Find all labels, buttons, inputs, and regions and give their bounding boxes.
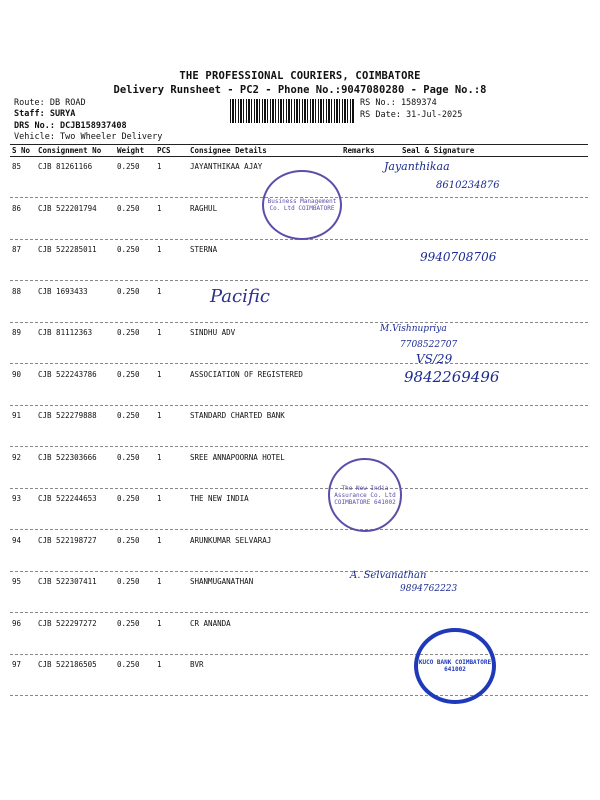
cell-weight: 0.250: [117, 286, 140, 296]
table-row: [10, 572, 588, 613]
cell-sno: 90: [12, 369, 22, 379]
cell-pcs: 1: [157, 452, 162, 462]
cell-pcs: 1: [157, 411, 162, 420]
cell-cno: CJB 522307411: [38, 577, 97, 586]
cell-weight: 0.250: [117, 660, 140, 669]
cell-cno: CJB 522243786: [38, 369, 97, 379]
table-row: [10, 365, 588, 406]
cell-cno: CJB 522198727: [38, 535, 97, 545]
cell-pcs: 1: [157, 369, 162, 379]
cell-consignee: THE NEW INDIA: [190, 494, 249, 503]
cell-cno: CJB 522201794: [38, 203, 97, 213]
cell-cno: CJB 522244653: [38, 494, 97, 503]
cell-consignee: SHANMUGANATHAN: [190, 577, 254, 586]
cell-weight: 0.250: [117, 162, 140, 171]
cell-weight: 0.250: [117, 618, 140, 628]
cell-sno: 89: [12, 328, 22, 337]
rs-number: RS No.: 1589374: [360, 98, 437, 108]
cell-sno: 86: [12, 203, 22, 213]
signature-88: Pacific: [210, 286, 270, 307]
cell-weight: 0.250: [117, 577, 140, 586]
table-row: [10, 323, 588, 364]
table-row: [10, 240, 588, 281]
table-row: [10, 531, 588, 572]
header-top-rule: [10, 144, 588, 145]
cell-sno: 96: [12, 618, 22, 628]
phone-90: 9842269496: [404, 368, 500, 386]
cell-pcs: 1: [157, 618, 162, 628]
signature-85: Jayanthikaa: [384, 160, 450, 173]
cell-sno: 85: [12, 162, 22, 171]
vehicle-text: Vehicle: Two Wheeler Delivery: [14, 132, 163, 142]
signature-95: A. Selvanathan: [350, 570, 427, 581]
staff-text: Staff: SURYA: [14, 109, 76, 119]
signature-90: VS/29: [416, 352, 453, 366]
cell-weight: 0.250: [117, 535, 140, 545]
col-seal: Seal & Signature: [402, 146, 475, 155]
cell-sno: 97: [12, 660, 22, 669]
cell-sno: 87: [12, 245, 22, 254]
cell-cno: CJB 522279888: [38, 411, 97, 420]
cell-cno: CJB 81112363: [38, 328, 93, 337]
cell-pcs: 1: [157, 203, 162, 213]
cell-consignee: SREE ANNAPOORNA HOTEL: [190, 452, 285, 462]
cell-cno: CJB 1693433: [38, 286, 88, 296]
cell-sno: 92: [12, 452, 22, 462]
cell-sno: 91: [12, 411, 22, 420]
cell-pcs: 1: [157, 577, 162, 586]
table-row: [10, 282, 588, 323]
document-title: THE PROFESSIONAL COURIERS, COIMBATORE: [179, 70, 421, 82]
cell-consignee: STERNA: [190, 245, 218, 254]
cell-pcs: 1: [157, 286, 162, 296]
table-row: [10, 655, 588, 696]
cell-weight: 0.250: [117, 328, 140, 337]
table-row: [10, 448, 588, 489]
cell-weight: 0.250: [117, 494, 140, 503]
cell-sno: 88: [12, 286, 22, 296]
cell-pcs: 1: [157, 328, 162, 337]
cell-pcs: 1: [157, 494, 162, 503]
cell-pcs: 1: [157, 162, 162, 171]
cell-weight: 0.250: [117, 369, 140, 379]
cell-consignee: ASSOCIATION OF REGISTERED: [190, 369, 303, 379]
insurance-stamp: The New India Assurance Co. Ltd COIMBATORE 641002: [328, 458, 402, 532]
cell-cno: CJB 81261166: [38, 162, 93, 171]
cell-consignee: SINDHU ADV: [190, 328, 236, 337]
cell-consignee: STANDARD CHARTED BANK: [190, 411, 285, 420]
cell-sno: 94: [12, 535, 22, 545]
col-weight: Weight: [117, 146, 145, 155]
cell-consignee: CR ANANDA: [190, 618, 231, 628]
cell-sno: 93: [12, 494, 22, 503]
phone-85: 8610234876: [436, 180, 500, 191]
cell-consignee: RAGHUL: [190, 203, 218, 213]
cell-sno: 95: [12, 577, 22, 586]
cell-weight: 0.250: [117, 245, 140, 254]
cell-cno: CJB 522303666: [38, 452, 97, 462]
drs-number: DRS No.: DCJB158937408: [14, 121, 127, 131]
route-text: Route: DB ROAD: [14, 98, 86, 108]
col-remarks: Remarks: [343, 146, 375, 155]
cell-weight: 0.250: [117, 452, 140, 462]
cell-consignee: ARUNKUMAR SELVARAJ: [190, 535, 272, 545]
col-sno: S No: [12, 146, 31, 155]
phone-95: 9894762223: [400, 584, 458, 594]
cell-pcs: 1: [157, 660, 162, 669]
cell-pcs: 1: [157, 245, 162, 254]
table-row: [10, 406, 588, 447]
company-stamp: Business Management Co. Ltd COIMBATORE: [262, 170, 342, 240]
col-consignee: Consignee Details: [190, 146, 267, 155]
cell-weight: 0.250: [117, 411, 140, 420]
table-row: [10, 489, 588, 530]
table-row: [10, 614, 588, 655]
cell-cno: CJB 522297272: [38, 618, 97, 628]
phone-87: 9940708706: [420, 250, 497, 264]
cell-consignee: JAYANTHIKAA AJAY: [190, 162, 263, 171]
col-pcs: PCS: [157, 146, 171, 155]
bank-stamp: KUCO BANK COIMBATORE 641002: [414, 628, 496, 704]
cell-cno: CJB 522186505: [38, 660, 97, 669]
row-divider: [10, 695, 588, 696]
col-consignment: Consignment No: [38, 146, 102, 155]
phone-89: 7708522707: [400, 340, 458, 350]
cell-consignee: BVR: [190, 660, 204, 669]
barcode: [230, 99, 355, 123]
rs-date: RS Date: 31-Jul-2025: [360, 110, 463, 120]
signature-89: M.Vishnupriya: [380, 324, 447, 334]
runsheet-subtitle: Delivery Runsheet - PC2 - Phone No.:9047080280 - Page No.:8: [113, 84, 487, 96]
cell-pcs: 1: [157, 535, 162, 545]
cell-weight: 0.250: [117, 203, 140, 213]
cell-cno: CJB 522285011: [38, 245, 97, 254]
